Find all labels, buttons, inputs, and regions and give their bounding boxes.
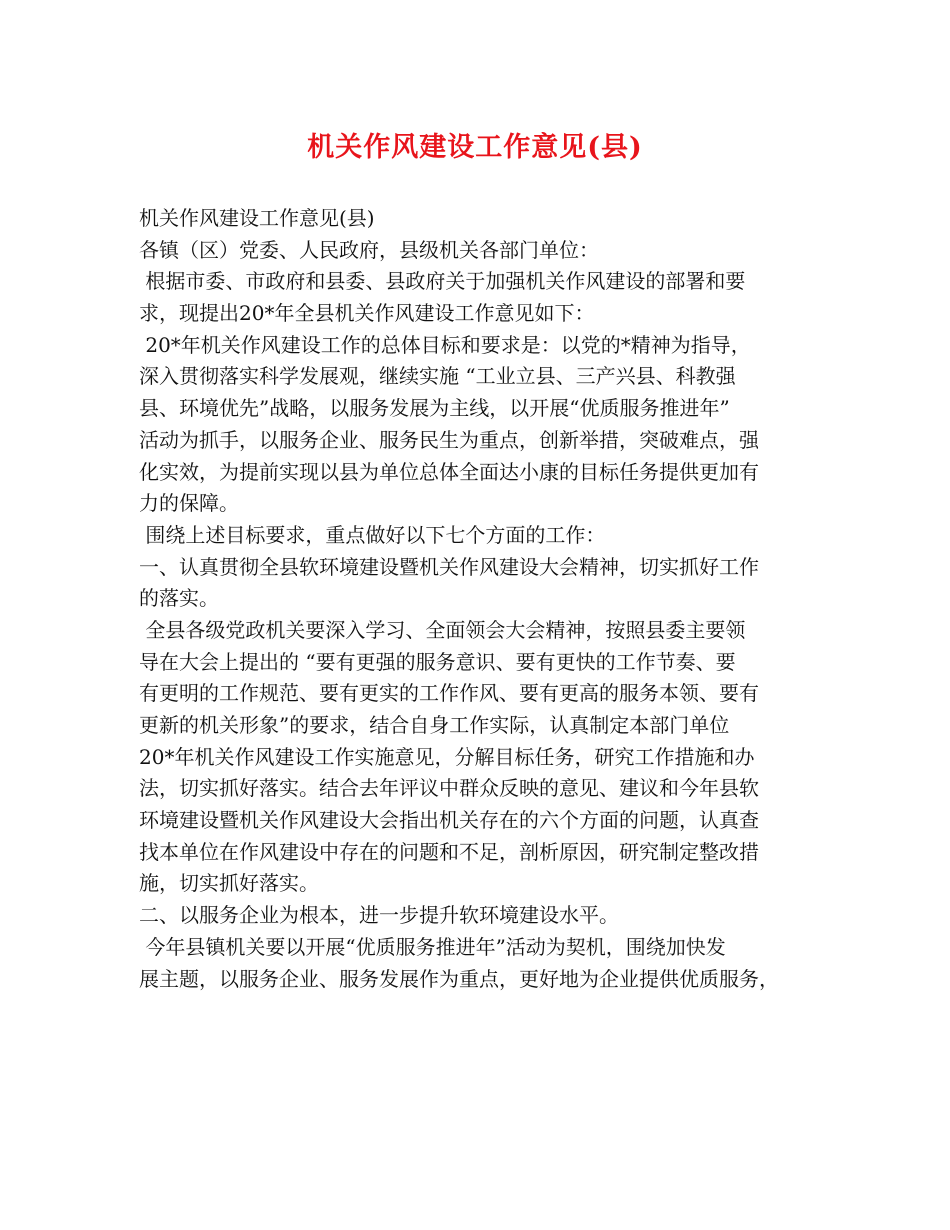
body-line: 围绕上述目标要求，重点做好以下七个方面的工作： bbox=[139, 522, 606, 547]
body-line: 各镇（区）党委、人民政府，县级机关各部门单位： bbox=[139, 237, 599, 262]
body-line: 二、以服务企业为根本，进一步提升软环境建设水平。 bbox=[139, 903, 619, 928]
body-line: 今年县镇机关要以开展“优质服务推进年”活动为契机，围绕加快发 bbox=[139, 934, 726, 959]
body-line: 根据市委、市政府和县委、县政府关于加强机关作风建设的部署和要 bbox=[139, 269, 746, 294]
document-body bbox=[139, 203, 819, 995]
body-line: 更新的机关形象”的要求，结合自身工作实际，认真制定本部门单位 bbox=[139, 713, 730, 737]
body-line: 有更明的工作规范、要有更实的工作作风、要有更高的服务本领、要有 bbox=[139, 681, 759, 706]
body-line: 深入贯彻落实科学发展观，继续实施 “工业立县、三产兴县、科教强 bbox=[139, 364, 736, 389]
body-line: 力的保障。 bbox=[139, 491, 239, 516]
body-line: 求，现提出20*年全县机关作风建设工作意见如下： bbox=[139, 301, 595, 326]
body-line: 法，切实抓好落实。结合去年评议中群众反映的意见、建议和今年县软 bbox=[139, 776, 759, 801]
body-line: 活动为抓手，以服务企业、服务民生为重点，创新举措，突破难点，强 bbox=[139, 427, 759, 452]
body-line: 县、环境优先”战略，以服务发展为主线，以开展“优质服务推进年” bbox=[139, 396, 730, 421]
body-line: 展主题，以服务企业、服务发展作为重点，更好地为企业提供优质服务， bbox=[139, 966, 779, 991]
body-line: 20*年机关作风建设工作的总体目标和要求是：以党的*精神为指导， bbox=[139, 332, 751, 357]
body-line: 20*年机关作风建设工作实施意见，分解目标任务，研究工作措施和办 bbox=[139, 744, 755, 769]
body-line: 的落实。 bbox=[139, 586, 219, 611]
body-line: 施，切实抓好落实。 bbox=[139, 871, 319, 896]
body-line: 环境建设暨机关作风建设大会指出机关存在的六个方面的问题，认真查 bbox=[139, 808, 759, 833]
body-line: 找本单位在作风建设中存在的问题和不足，剖析原因，研究制定整改措 bbox=[139, 839, 759, 864]
body-line: 化实效，为提前实现以县为单位总体全面达小康的目标任务提供更加有 bbox=[139, 459, 759, 484]
body-line: 机关作风建设工作意见(县) bbox=[139, 206, 375, 230]
body-line: 导在大会上提出的 “要有更强的服务意识、要有更快的工作节奏、要 bbox=[139, 649, 736, 674]
body-line: 一、认真贯彻全县软环境建设暨机关作风建设大会精神，切实抓好工作 bbox=[139, 554, 759, 579]
document-title: 机关作风建设工作意见(县) bbox=[307, 132, 643, 163]
body-line: 全县各级党政机关要深入学习、全面领会大会精神，按照县委主要领 bbox=[139, 617, 746, 642]
